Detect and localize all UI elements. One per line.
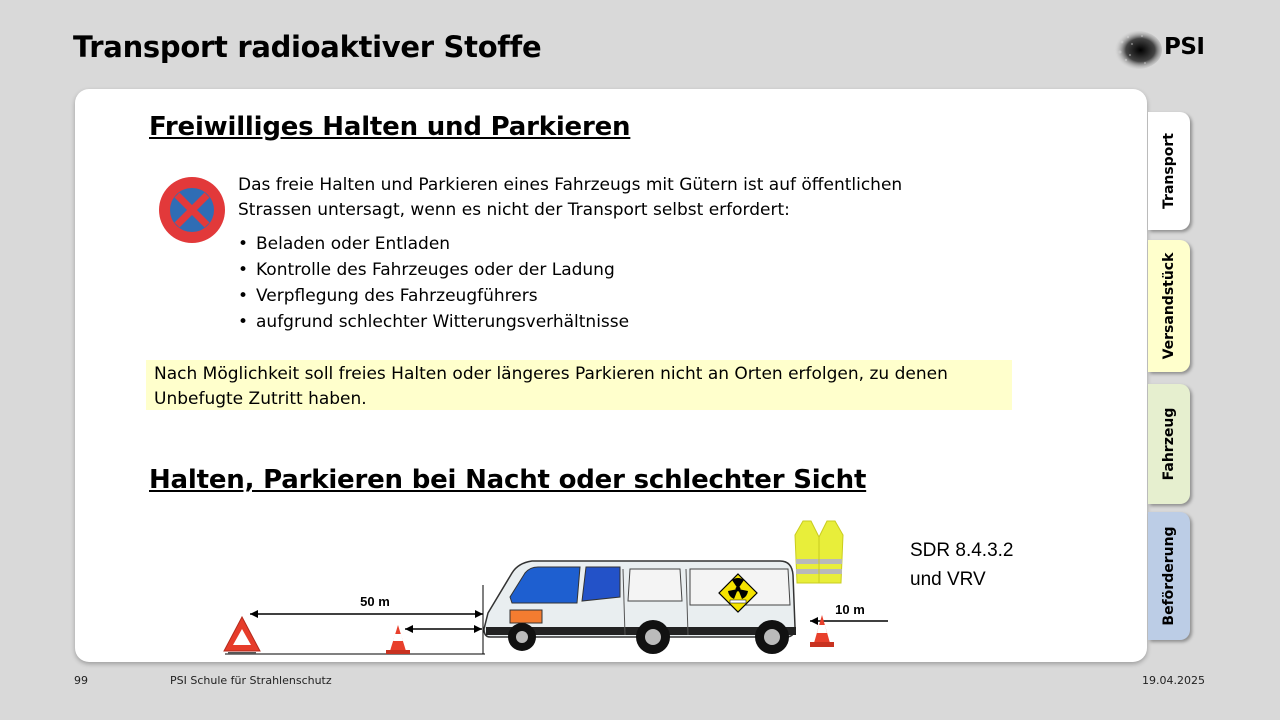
tab-versandstueck[interactable] — [1148, 240, 1190, 372]
page-number: 99 — [74, 674, 88, 687]
reason-list — [238, 231, 629, 335]
safety-vest-icon — [793, 517, 845, 587]
note-line-1: Nach Möglichkeit soll freies Halten oder längeres Parkieren nicht an Orten erfolgen, zu denen — [154, 364, 948, 384]
list-item: • aufgrund schlechter Witterungsverhältnisse — [238, 309, 629, 335]
intro-line-2: Strassen untersagt, wenn es nicht der Transport selbst erfordert: — [238, 200, 790, 220]
intro-line-1: Das freie Halten und Parkieren eines Fahrzeugs mit Gütern ist auf öffentlichen — [238, 175, 903, 195]
note-line-2: Unbefugte Zutritt haben. — [154, 389, 367, 409]
list-item: • Kontrolle des Fahrzeuges oder der Ladung — [238, 257, 629, 283]
tab-label: Beförderung — [1161, 526, 1177, 626]
logo-text: PSI — [1164, 34, 1205, 60]
tab-label: Versandstück — [1161, 252, 1177, 360]
slide-title: Transport radioaktiver Stoffe — [73, 30, 542, 64]
traffic-cone-icon — [809, 613, 835, 649]
recommendation-note — [146, 360, 1012, 410]
no-stopping-sign-icon — [157, 175, 227, 245]
list-item: • Verpflegung des Fahrzeugführers — [238, 283, 629, 309]
section2-heading: Halten, Parkieren bei Nacht oder schlechter Sicht — [149, 465, 867, 495]
tab-label: Transport — [1161, 133, 1177, 209]
distance-near-label: 10 m — [835, 602, 865, 617]
tab-befoerderung[interactable] — [1148, 512, 1190, 640]
regulation-line-1: SDR 8.4.3.2 — [910, 540, 1014, 561]
tab-label: Fahrzeug — [1161, 407, 1177, 481]
tab-fahrzeug[interactable] — [1148, 384, 1190, 504]
psi-logo-icon — [1112, 30, 1162, 70]
footer-date: 19.04.2025 — [1142, 674, 1205, 687]
regulation-reference — [910, 536, 1014, 594]
intro-text — [238, 173, 1018, 223]
list-item: • Beladen oder Entladen — [238, 231, 629, 257]
section1-heading: Freiwilliges Halten und Parkieren — [149, 112, 631, 142]
parking-illustration — [220, 517, 865, 662]
psi-logo — [1112, 30, 1212, 70]
van-icon — [484, 561, 796, 654]
warning-triangle-icon — [224, 617, 260, 653]
distance-far-label: 50 m — [360, 594, 390, 609]
regulation-line-2: und VRV — [910, 569, 986, 590]
tab-transport[interactable] — [1148, 112, 1190, 230]
footer-organization: PSI Schule für Strahlenschutz — [170, 674, 332, 687]
content-card — [75, 89, 1147, 662]
